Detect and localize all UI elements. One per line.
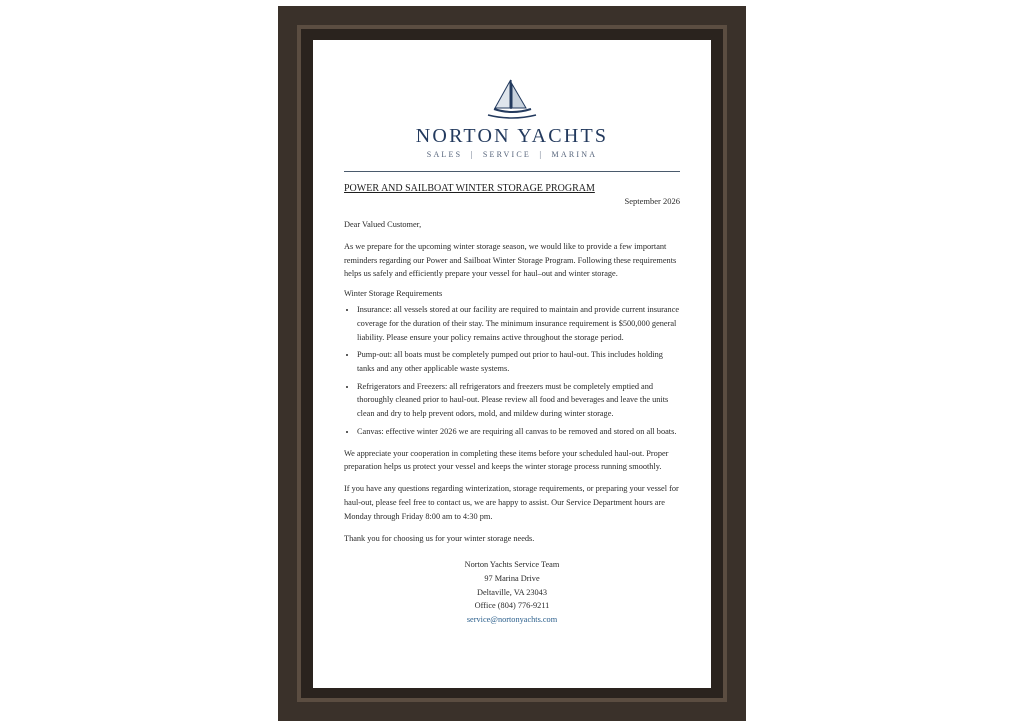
list-item: • Pump-out: all boats must be completely pumped out prior to haul-out. This includes holding tanks and any other applicable waste systems.: [357, 348, 680, 375]
letter-title: POWER AND SAILBOAT WINTER STORAGE PROGRAM: [344, 183, 595, 194]
letterhead: [344, 78, 680, 159]
signature-block: [344, 558, 680, 627]
intro-paragraph: As we prepare for the upcoming winter storage season, we would like to provide a few important reminders regarding our Power and Sailboat Winter Storage Program. Following these requirements helps us safely and efficiently prepare your vessel for haul–out and winter storage.: [344, 241, 677, 279]
questions-paragraph: If you have any questions regarding winterization, storage requirements, or preparing your vessel for haul-out, please feel free to contact us, we are happy to assist. Our Service Department hours are Monday through Friday 8:00 am to 4:30 pm.: [344, 484, 679, 521]
letter-date: September 2026: [624, 196, 680, 206]
signature-street: 97 Marina Drive: [484, 574, 540, 583]
signature-team: Norton Yachts Service Team: [464, 560, 560, 570]
greeting: Dear Valued Customer,: [344, 220, 422, 229]
sailboat-logo-icon: [486, 78, 538, 120]
signature-city: Deltaville, VA 23043: [477, 587, 547, 597]
letter-page: [313, 40, 711, 688]
appreciation-paragraph: We appreciate your cooperation in completing these items before your scheduled haul-out. Proper preparation helps us protect your vessel and keeps the winter storage process running smoothly.: [344, 448, 669, 472]
section-heading: Winter Storage Requirements: [344, 289, 443, 299]
header-divider: [344, 171, 680, 172]
list-item: • Refrigerators and Freezers: all refrigerators and freezers must be completely emptied and thoroughly cleaned prior to haul-out. Please review all food and beverages and leave the units clean and dry to help prevent odors, mold, and mildew during winter storage.: [357, 380, 680, 421]
list-item: • Canvas: effective winter 2026 we are requiring all canvas to be removed and stored on all boats.: [357, 425, 680, 439]
list-item: • Insurance: all vessels stored at our facility are required to maintain and provide current insurance coverage for the duration of their stay. The minimum insurance requirement is $500,000 general liability. Please ensure your policy remains active throughout the storage period.: [357, 303, 680, 344]
signature-email-link[interactable]: service@nortonyachts.com: [466, 615, 558, 625]
thanks-paragraph: Thank you for choosing us for your winter storage needs.: [344, 533, 535, 543]
company-tagline: SALES | SERVICE | MARINA: [426, 150, 598, 159]
requirements-list: [344, 303, 680, 438]
company-name: NORTON YACHTS: [415, 125, 609, 147]
signature-phone: Office (804) 776-9211: [474, 601, 550, 611]
